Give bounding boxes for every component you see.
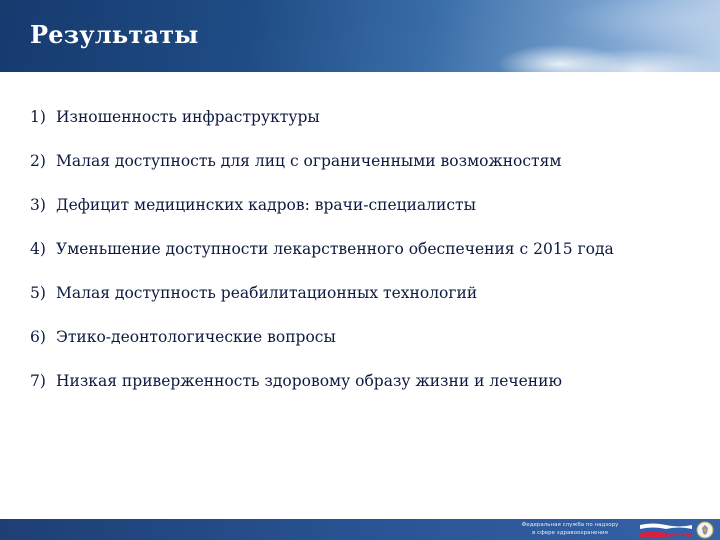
list-item-text: Этико-деонтологические вопросы bbox=[56, 328, 336, 346]
list-item bbox=[30, 328, 700, 372]
list-item-number: 4) bbox=[30, 240, 46, 258]
coat-of-arms-icon bbox=[696, 521, 714, 539]
list-item-text: Низкая приверженность здоровому образу жизни и лечению bbox=[56, 372, 562, 390]
list-item-number: 1) bbox=[30, 108, 46, 126]
list-item-text: Уменьшение доступности лекарственного обеспечения с 2015 года bbox=[56, 240, 614, 258]
list-item bbox=[30, 240, 700, 284]
list-item bbox=[30, 108, 700, 152]
list-item-number: 2) bbox=[30, 152, 46, 170]
list-item-number: 3) bbox=[30, 196, 46, 214]
list-item bbox=[30, 284, 700, 328]
list-item-text: Изношенность инфраструктуры bbox=[56, 108, 320, 126]
slide-title: Результаты bbox=[30, 20, 199, 49]
list-item bbox=[30, 372, 700, 416]
list-item bbox=[30, 196, 700, 240]
list-item-number: 6) bbox=[30, 328, 46, 346]
footer-caption bbox=[505, 521, 635, 537]
slide-footer bbox=[0, 519, 720, 540]
list-item-number: 7) bbox=[30, 372, 46, 390]
list-item-text: Малая доступность реабилитационных технологий bbox=[56, 284, 478, 302]
footer-caption-line: Федеральная служба по надзору bbox=[521, 522, 619, 528]
results-list bbox=[30, 108, 700, 416]
russian-flag-icon bbox=[640, 522, 692, 537]
list-item bbox=[30, 152, 700, 196]
slide-header bbox=[0, 0, 720, 72]
list-item-text: Малая доступность для лиц с ограниченными возможностям bbox=[56, 152, 562, 170]
footer-caption-line: в сфере здравоохранения bbox=[532, 530, 608, 536]
list-item-number: 5) bbox=[30, 284, 46, 302]
list-item-text: Дефицит медицинских кадров: врачи-специалисты bbox=[56, 196, 476, 214]
